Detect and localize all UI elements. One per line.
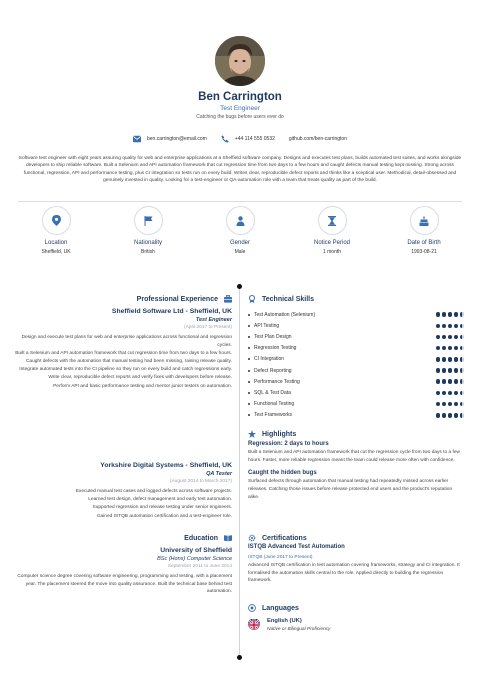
highlights-title: Highlights bbox=[262, 430, 297, 438]
skill-level-dot bbox=[460, 413, 465, 418]
person-icon bbox=[236, 216, 245, 226]
bullet-icon bbox=[248, 358, 250, 360]
profile-name: Ben Carrington bbox=[198, 91, 282, 103]
skill-level-dot bbox=[460, 335, 465, 340]
skill-name: Regression Testing bbox=[254, 345, 297, 352]
skill-level-dot bbox=[454, 324, 459, 329]
skill-level-dot bbox=[460, 324, 465, 329]
job-dates: (August 2014 to March 2017) bbox=[169, 479, 232, 484]
skill-name: Test Plan Design bbox=[254, 333, 292, 340]
section-divider bbox=[18, 201, 462, 202]
job-entry-2 bbox=[14, 457, 232, 521]
skill-level-dot bbox=[442, 368, 447, 373]
job-entry bbox=[14, 308, 232, 390]
bullet-icon bbox=[248, 347, 250, 349]
education-dates: September 2011 to June 2014 bbox=[167, 564, 232, 569]
gear-icon bbox=[248, 534, 256, 542]
skill-level-dot bbox=[448, 402, 453, 407]
skill-level-dot bbox=[442, 413, 447, 418]
skill-level-dot bbox=[442, 312, 447, 317]
education-text: Computer science degree covering software engineering, programming and testing, with a placement year. The placement steered the move into quality assurance. Built the technical base behind test automation. bbox=[17, 574, 232, 595]
timeline-line bbox=[239, 286, 240, 658]
uk-flag-icon bbox=[248, 618, 260, 630]
certifications-section bbox=[248, 534, 464, 585]
skill-level-dot bbox=[436, 357, 441, 362]
skill-level-dot bbox=[442, 346, 447, 351]
language-name: English (UK) bbox=[267, 618, 302, 624]
skill-level-dot bbox=[436, 368, 441, 373]
fact-date-of-birth: Date of Birth 1993-08-21 bbox=[389, 206, 459, 255]
certification-issuer: ISTQB (June 2017 to Present) bbox=[248, 555, 313, 560]
skill-level-dot bbox=[454, 357, 459, 362]
fact-nationality: Nationality British bbox=[113, 206, 183, 255]
skill-level-dot bbox=[448, 324, 453, 329]
avatar-photo-icon bbox=[215, 36, 265, 86]
profile-summary: Software test engineer with eight years assuring quality for web and enterprise applications at a Sheffield software company. Designs and executes test plans, builds automated test suites, and works alongside developers to ship reliable software. Built a Selenium and API automation framework that cut regression time from two days to a few hours and caught defects manual testing kept missing. Strong across functional, regression, API and performance testing, plus CI integration so tests run on every build. Writes clear, reproducible defect reports and thinks like a sceptical user. Methodical, detail-obsessed and genuinely invested in quality. Looking for a test-engineer or QA-automation role with a team that treats quality as part of the build. bbox=[18, 156, 462, 184]
skill-name: SQL & Test Data bbox=[254, 389, 291, 396]
skill-level-dot bbox=[448, 312, 453, 317]
bullet-icon bbox=[248, 336, 250, 338]
skills-list bbox=[248, 309, 464, 421]
skill-level-dot bbox=[436, 402, 441, 407]
skill-level-dot bbox=[454, 379, 459, 384]
profile-role: Test Engineer bbox=[220, 105, 260, 112]
skill-row bbox=[248, 331, 464, 342]
contact-phone[interactable] bbox=[221, 135, 275, 143]
skill-level-dot bbox=[454, 368, 459, 373]
github-text: github.com/ben-carrington bbox=[288, 136, 347, 142]
skill-level-dots bbox=[436, 346, 465, 351]
phone-text: +44 114 555 0532 bbox=[234, 136, 275, 142]
highlight-item: Regression: 2 days to hours Built a Selenium and API automation framework that cut the regression cycle from two days to a few hours. Faster, more reliable regression meant the team could release more often with confidence. bbox=[248, 441, 460, 463]
skill-level-dots bbox=[436, 324, 465, 329]
bullet-icon bbox=[248, 325, 250, 327]
language-level: Native or Bilingual Proficiency bbox=[267, 627, 331, 632]
job-title: QA Tester bbox=[206, 471, 232, 477]
location-pin-icon bbox=[52, 215, 61, 226]
skill-level-dot bbox=[460, 379, 465, 384]
star-icon bbox=[248, 430, 256, 438]
job-bullets: Design and execute test plans for web and enterprise applications across functional and regression cycles. Built a Selenium and API automation framework that cut regression time from two days to a few hours. Caught defects with the automation that manual testing had been missing, raising release quality. Integrate automated tests into the CI pipeline so they run on every build and catch regressions early. Write clear, reproducible defect reports and verify fixes with developers before release. Perform API and basic performance testing and mentor junior testers on automation. bbox=[15, 335, 232, 389]
skill-name: Performance Testing bbox=[254, 378, 300, 385]
phone-icon bbox=[221, 135, 229, 143]
skills-section bbox=[248, 295, 464, 421]
skill-level-dots bbox=[436, 357, 465, 362]
timeline-dot-top bbox=[237, 284, 242, 289]
skill-name: API Testing bbox=[254, 322, 280, 329]
skill-level-dot bbox=[448, 346, 453, 351]
skill-level-dot bbox=[448, 335, 453, 340]
skill-level-dot bbox=[442, 324, 447, 329]
bullet-icon bbox=[248, 381, 250, 383]
job-dates: (April 2017 to Present) bbox=[184, 325, 232, 330]
skill-level-dot bbox=[436, 335, 441, 340]
skill-row bbox=[248, 399, 464, 410]
skill-level-dots bbox=[436, 413, 465, 418]
job-bullets: Executed manual test cases and logged defects across software projects. Learned test design, defect management and early test automation. Supported regression and release testing under senior engineers. Gained ISTQB automation certification and a test-engineer role. bbox=[75, 489, 232, 519]
education-section bbox=[14, 534, 232, 596]
skill-level-dot bbox=[442, 357, 447, 362]
education-title: Education bbox=[184, 534, 218, 542]
email-icon bbox=[133, 135, 141, 143]
school-name: University of Sheffield bbox=[160, 547, 232, 554]
skill-level-dot bbox=[448, 357, 453, 362]
skill-row bbox=[248, 320, 464, 331]
skill-level-dots bbox=[436, 379, 465, 384]
bullet-icon bbox=[248, 414, 250, 416]
skill-row bbox=[248, 354, 464, 365]
skill-level-dot bbox=[454, 391, 459, 396]
bullet-icon bbox=[248, 403, 250, 405]
skill-level-dot bbox=[442, 391, 447, 396]
skill-level-dot bbox=[442, 402, 447, 407]
briefcase-icon bbox=[224, 295, 232, 303]
skill-name: CI Integration bbox=[254, 356, 285, 363]
skill-level-dot bbox=[460, 368, 465, 373]
skill-level-dot bbox=[448, 413, 453, 418]
highlight-item: Caught the hidden bugs Surfaced defects through automation that manual testing had repeatedly missed across earlier releases. Catching those issues before release protected end users and the product's reputation alike. bbox=[248, 470, 453, 500]
job-org: Sheffield Software Ltd - Sheffield, UK bbox=[111, 308, 232, 315]
languages-section bbox=[248, 604, 464, 632]
skill-level-dot bbox=[460, 357, 465, 362]
email-text: ben.carrington@email.com bbox=[146, 136, 207, 142]
skill-row bbox=[248, 309, 464, 320]
skill-level-dot bbox=[448, 391, 453, 396]
skill-level-dot bbox=[448, 379, 453, 384]
skill-level-dots bbox=[436, 391, 465, 396]
certification-name: ISTQB Advanced Test Automation bbox=[248, 544, 345, 550]
skill-name: Test Frameworks bbox=[254, 412, 293, 419]
skill-level-dots bbox=[436, 312, 465, 317]
fact-gender: Gender Male bbox=[205, 206, 275, 255]
skills-title: Technical Skills bbox=[262, 295, 315, 303]
bullet-icon bbox=[248, 392, 250, 394]
hourglass-icon bbox=[328, 216, 336, 226]
flag-icon bbox=[144, 216, 153, 226]
skill-level-dot bbox=[442, 335, 447, 340]
bullet-icon bbox=[248, 370, 250, 372]
skill-name: Functional Testing bbox=[254, 401, 295, 408]
certification-text: Advanced ISTQB certification in test automation covering frameworks, strategy and CI integration. It formalised the automation skills central to the role. Applied directly to building the regression framework. bbox=[248, 563, 460, 584]
skill-name: Test Automation (Selenium) bbox=[254, 311, 316, 318]
skill-level-dot bbox=[454, 346, 459, 351]
skill-row bbox=[248, 387, 464, 398]
highlights-section bbox=[248, 430, 464, 501]
skill-row bbox=[248, 343, 464, 354]
skill-row bbox=[248, 365, 464, 376]
skill-level-dot bbox=[460, 402, 465, 407]
skill-level-dot bbox=[436, 312, 441, 317]
avatar bbox=[215, 36, 265, 86]
skill-level-dots bbox=[436, 368, 465, 373]
skill-level-dot bbox=[454, 335, 459, 340]
fact-location: Location Sheffield, UK bbox=[21, 206, 91, 255]
job-org: Yorkshire Digital Systems - Sheffield, UK bbox=[100, 462, 232, 469]
skill-level-dots bbox=[436, 335, 465, 340]
skill-level-dot bbox=[454, 413, 459, 418]
languages-title: Languages bbox=[262, 604, 299, 612]
profile-header bbox=[0, 36, 480, 120]
skill-level-dot bbox=[436, 346, 441, 351]
degree: BSc (Hons) Computer Science bbox=[157, 556, 232, 562]
skill-level-dot bbox=[460, 312, 465, 317]
skill-row bbox=[248, 410, 464, 421]
award-icon bbox=[248, 295, 256, 303]
contact-email[interactable] bbox=[133, 135, 207, 143]
skill-level-dot bbox=[460, 391, 465, 396]
cake-icon bbox=[419, 216, 429, 226]
skill-level-dot bbox=[436, 391, 441, 396]
skill-level-dot bbox=[454, 312, 459, 317]
skill-level-dots bbox=[436, 402, 465, 407]
skill-level-dot bbox=[454, 402, 459, 407]
skill-row bbox=[248, 376, 464, 387]
fact-notice-period: Notice Period 1 month bbox=[297, 206, 367, 255]
language-item bbox=[248, 618, 464, 632]
bullet-icon bbox=[248, 314, 250, 316]
skill-level-dot bbox=[448, 368, 453, 373]
skill-level-dot bbox=[436, 324, 441, 329]
book-icon bbox=[224, 534, 232, 542]
skill-level-dot bbox=[460, 346, 465, 351]
timeline-dot-bottom bbox=[237, 655, 242, 660]
certifications-title: Certifications bbox=[262, 534, 307, 542]
experience-title: Professional Experience bbox=[136, 295, 218, 303]
skill-name: Defect Reporting bbox=[254, 367, 292, 374]
profile-tagline: Catching the bugs before users ever do bbox=[196, 114, 284, 120]
skill-level-dot bbox=[436, 413, 441, 418]
globe-icon bbox=[248, 604, 256, 612]
skill-level-dot bbox=[442, 379, 447, 384]
contact-github[interactable] bbox=[289, 135, 347, 143]
job-title: Test Engineer bbox=[195, 317, 232, 323]
experience-section bbox=[14, 295, 232, 391]
skill-level-dot bbox=[436, 379, 441, 384]
contact-bar bbox=[0, 135, 480, 143]
